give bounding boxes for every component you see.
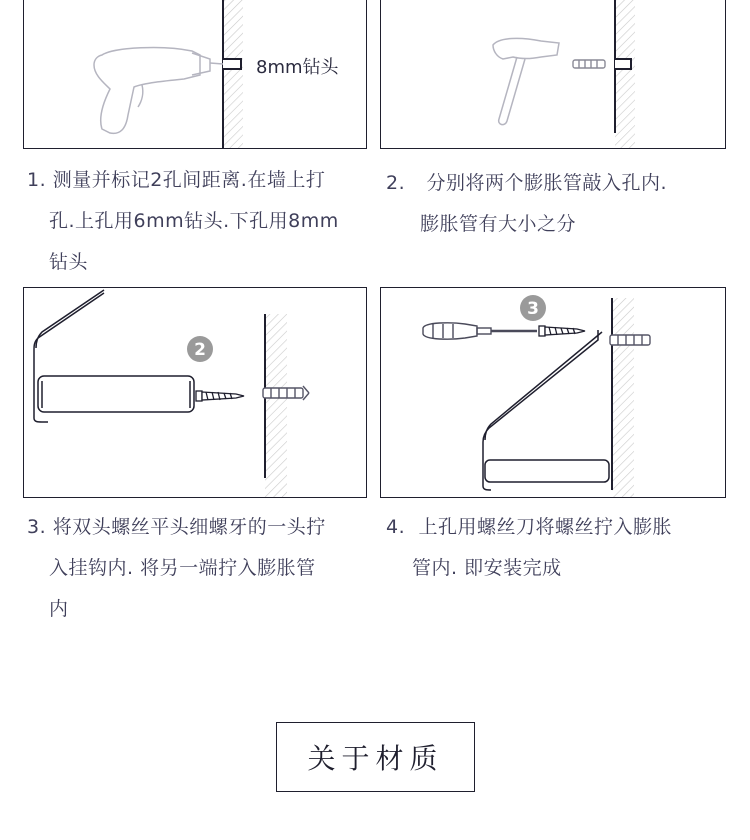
screw-icon [539, 326, 585, 336]
wall-anchor-icon [263, 386, 309, 400]
towel-bar-icon [483, 330, 609, 490]
step-text-line: 管内. 即安装完成 [412, 557, 562, 579]
step-1-caption [27, 160, 339, 283]
section-title: 关于材质 [307, 742, 444, 775]
step-text-line: 膨胀管有大小之分 [420, 213, 577, 235]
svg-text:2: 2 [194, 340, 206, 360]
wall [265, 314, 287, 498]
step-text-line: 孔.上孔用6mm钻头.下孔用8mm [49, 210, 339, 232]
wall-anchor-icon [610, 335, 650, 345]
screwdriver-icon [423, 323, 537, 339]
svg-text:3: 3 [527, 299, 539, 319]
step-number: 2. [386, 172, 406, 194]
drill-bit-label: 8mm钻头 [256, 57, 339, 78]
step-3-caption [27, 507, 326, 630]
step-text-line: 内 [49, 598, 69, 620]
wall-anchor-icon [573, 60, 605, 68]
step-number: 3. [27, 516, 47, 538]
wall [615, 0, 635, 149]
step-badge [187, 336, 213, 362]
step-text-line: 测量并标记2孔间距离.在墙上打 [52, 169, 326, 191]
step-number: 1. [27, 169, 47, 191]
step-3-illustration [23, 287, 367, 498]
wall [612, 298, 634, 498]
wall [223, 0, 243, 149]
drill-icon [94, 48, 223, 134]
step-text-line: 将双头螺丝平头细螺牙的一头拧 [52, 516, 326, 538]
step-4-caption [386, 507, 672, 589]
step-2-caption [386, 163, 667, 245]
step-badge [520, 295, 546, 321]
step-number: 4. [386, 516, 406, 538]
step-1-illustration [23, 0, 367, 149]
towel-bar-icon [34, 290, 194, 422]
step-text-line: 分别将两个膨胀管敲入孔内. [426, 172, 668, 194]
step-text-line: 上孔用螺丝刀将螺丝拧入膨胀 [418, 516, 673, 538]
step-2-illustration [380, 0, 726, 149]
hammer-icon [493, 38, 559, 124]
step-text-line: 钻头 [49, 251, 89, 273]
step-4-illustration [380, 287, 726, 498]
step-text-line: 入挂钩内. 将另一端拧入膨胀管 [49, 557, 316, 579]
section-title-box [276, 722, 475, 792]
screw-icon [196, 391, 244, 401]
